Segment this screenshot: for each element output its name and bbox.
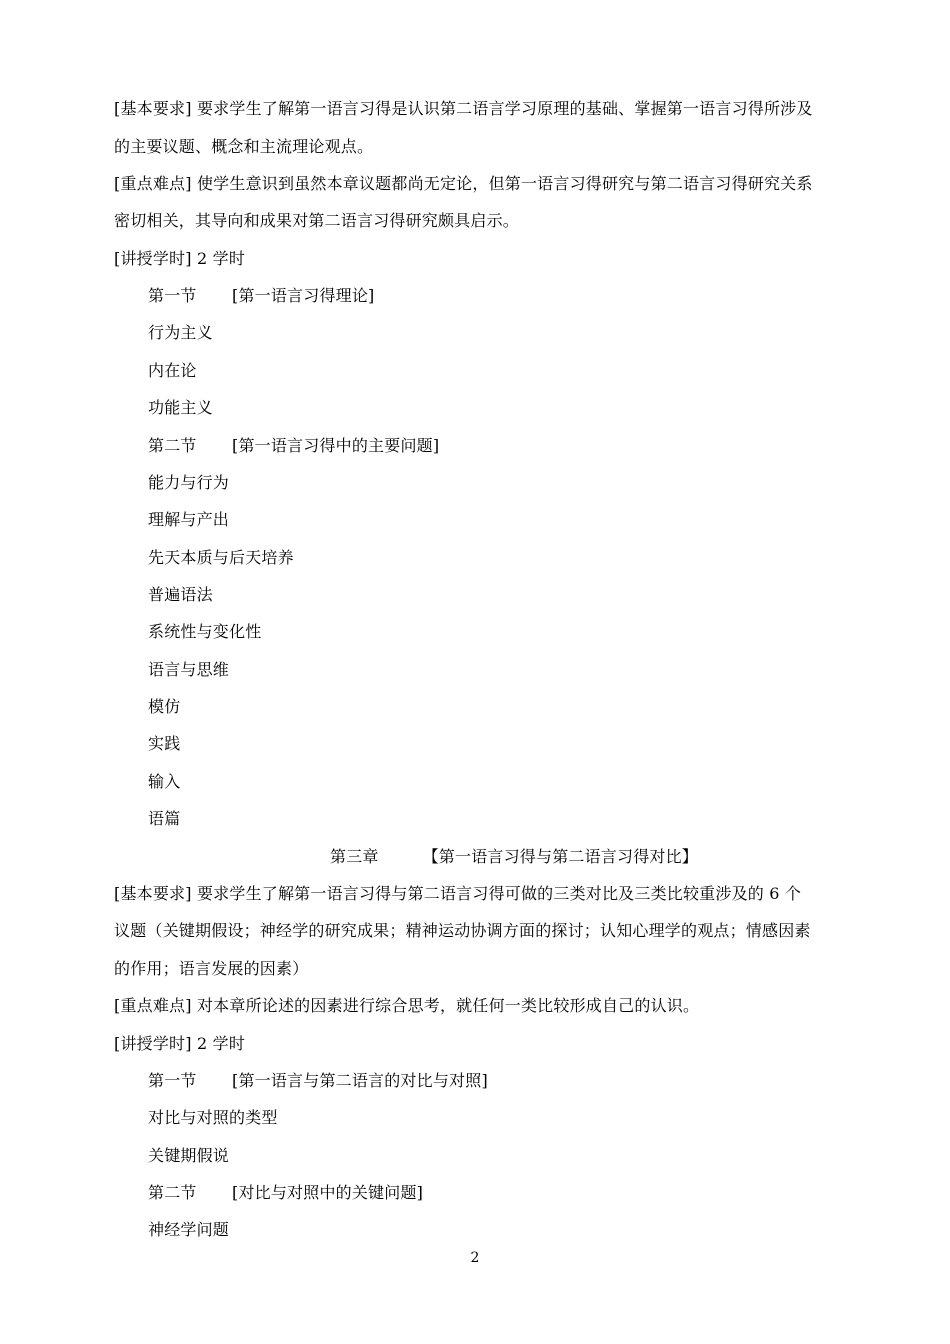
section-title: [第一语言习得中的主要问题]	[232, 436, 440, 455]
section-number: 第一节	[148, 1071, 197, 1090]
ch3-heading	[330, 847, 698, 867]
list-item: 模仿	[148, 697, 181, 716]
ch3-basic-requirement-line3: 的作用；语言发展的因素）	[114, 959, 309, 978]
list-item: 语篇	[148, 809, 181, 828]
section-number: 第二节	[148, 1183, 197, 1202]
list-item: 普遍语法	[148, 585, 213, 604]
ch2-basic-requirement-line1: [基本要求] 要求学生了解第一语言习得是认识第二语言学习原理的基础、掌握第一语言习得所涉及	[114, 99, 813, 118]
list-item: 功能主义	[148, 398, 213, 417]
chapter-number: 第三章	[330, 847, 379, 866]
ch3-teaching-hours: [讲授学时] 2 学时	[114, 1034, 246, 1053]
list-item: 神经学问题	[148, 1220, 230, 1239]
list-item: 实践	[148, 734, 181, 753]
list-item: 内在论	[148, 361, 197, 380]
list-item: 关键期假说	[148, 1146, 230, 1165]
ch2-key-points-line2: 密切相关，其导向和成果对第二语言习得研究颇具启示。	[114, 211, 520, 230]
list-item: 对比与对照的类型	[148, 1108, 278, 1127]
list-item: 能力与行为	[148, 473, 230, 492]
ch3-section2-heading	[148, 1183, 423, 1203]
section-number: 第二节	[148, 436, 197, 455]
ch3-key-points: [重点难点] 对本章所论述的因素进行综合思考，就任何一类比较形成自己的认识。	[114, 996, 700, 1015]
section-title: [第一语言与第二语言的对比与对照]	[232, 1071, 488, 1090]
list-item: 理解与产出	[148, 510, 230, 529]
list-item: 先天本质与后天培养	[148, 548, 294, 567]
list-item: 语言与思维	[148, 660, 230, 679]
list-item: 输入	[148, 772, 181, 791]
section-title: [对比与对照中的关键问题]	[232, 1183, 424, 1202]
ch2-key-points-line1: [重点难点] 使学生意识到虽然本章议题都尚无定论，但第一语言习得研究与第二语言习得研究关系	[114, 174, 813, 193]
ch2-basic-requirement-line2: 的主要议题、概念和主流理论观点。	[114, 137, 374, 156]
ch2-teaching-hours: [讲授学时] 2 学时	[114, 249, 246, 268]
ch3-basic-requirement-line2: 议题（关键期假设；神经学的研究成果；精神运动协调方面的探讨；认知心理学的观点；情感因素	[114, 921, 811, 940]
ch2-section2-heading	[148, 436, 439, 456]
ch2-section1-heading	[148, 286, 375, 306]
page-number: 2	[470, 1250, 480, 1266]
section-title: [第一语言习得理论]	[232, 286, 375, 305]
ch3-section1-heading	[148, 1071, 488, 1091]
chapter-title: 【第一语言习得与第二语言习得对比】	[422, 847, 699, 866]
list-item: 行为主义	[148, 323, 213, 342]
list-item: 系统性与变化性	[148, 622, 262, 641]
section-number: 第一节	[148, 286, 197, 305]
ch3-basic-requirement-line1: [基本要求] 要求学生了解第一语言习得与第二语言习得可做的三类对比及三类比较重涉及的 6 个	[114, 884, 802, 903]
